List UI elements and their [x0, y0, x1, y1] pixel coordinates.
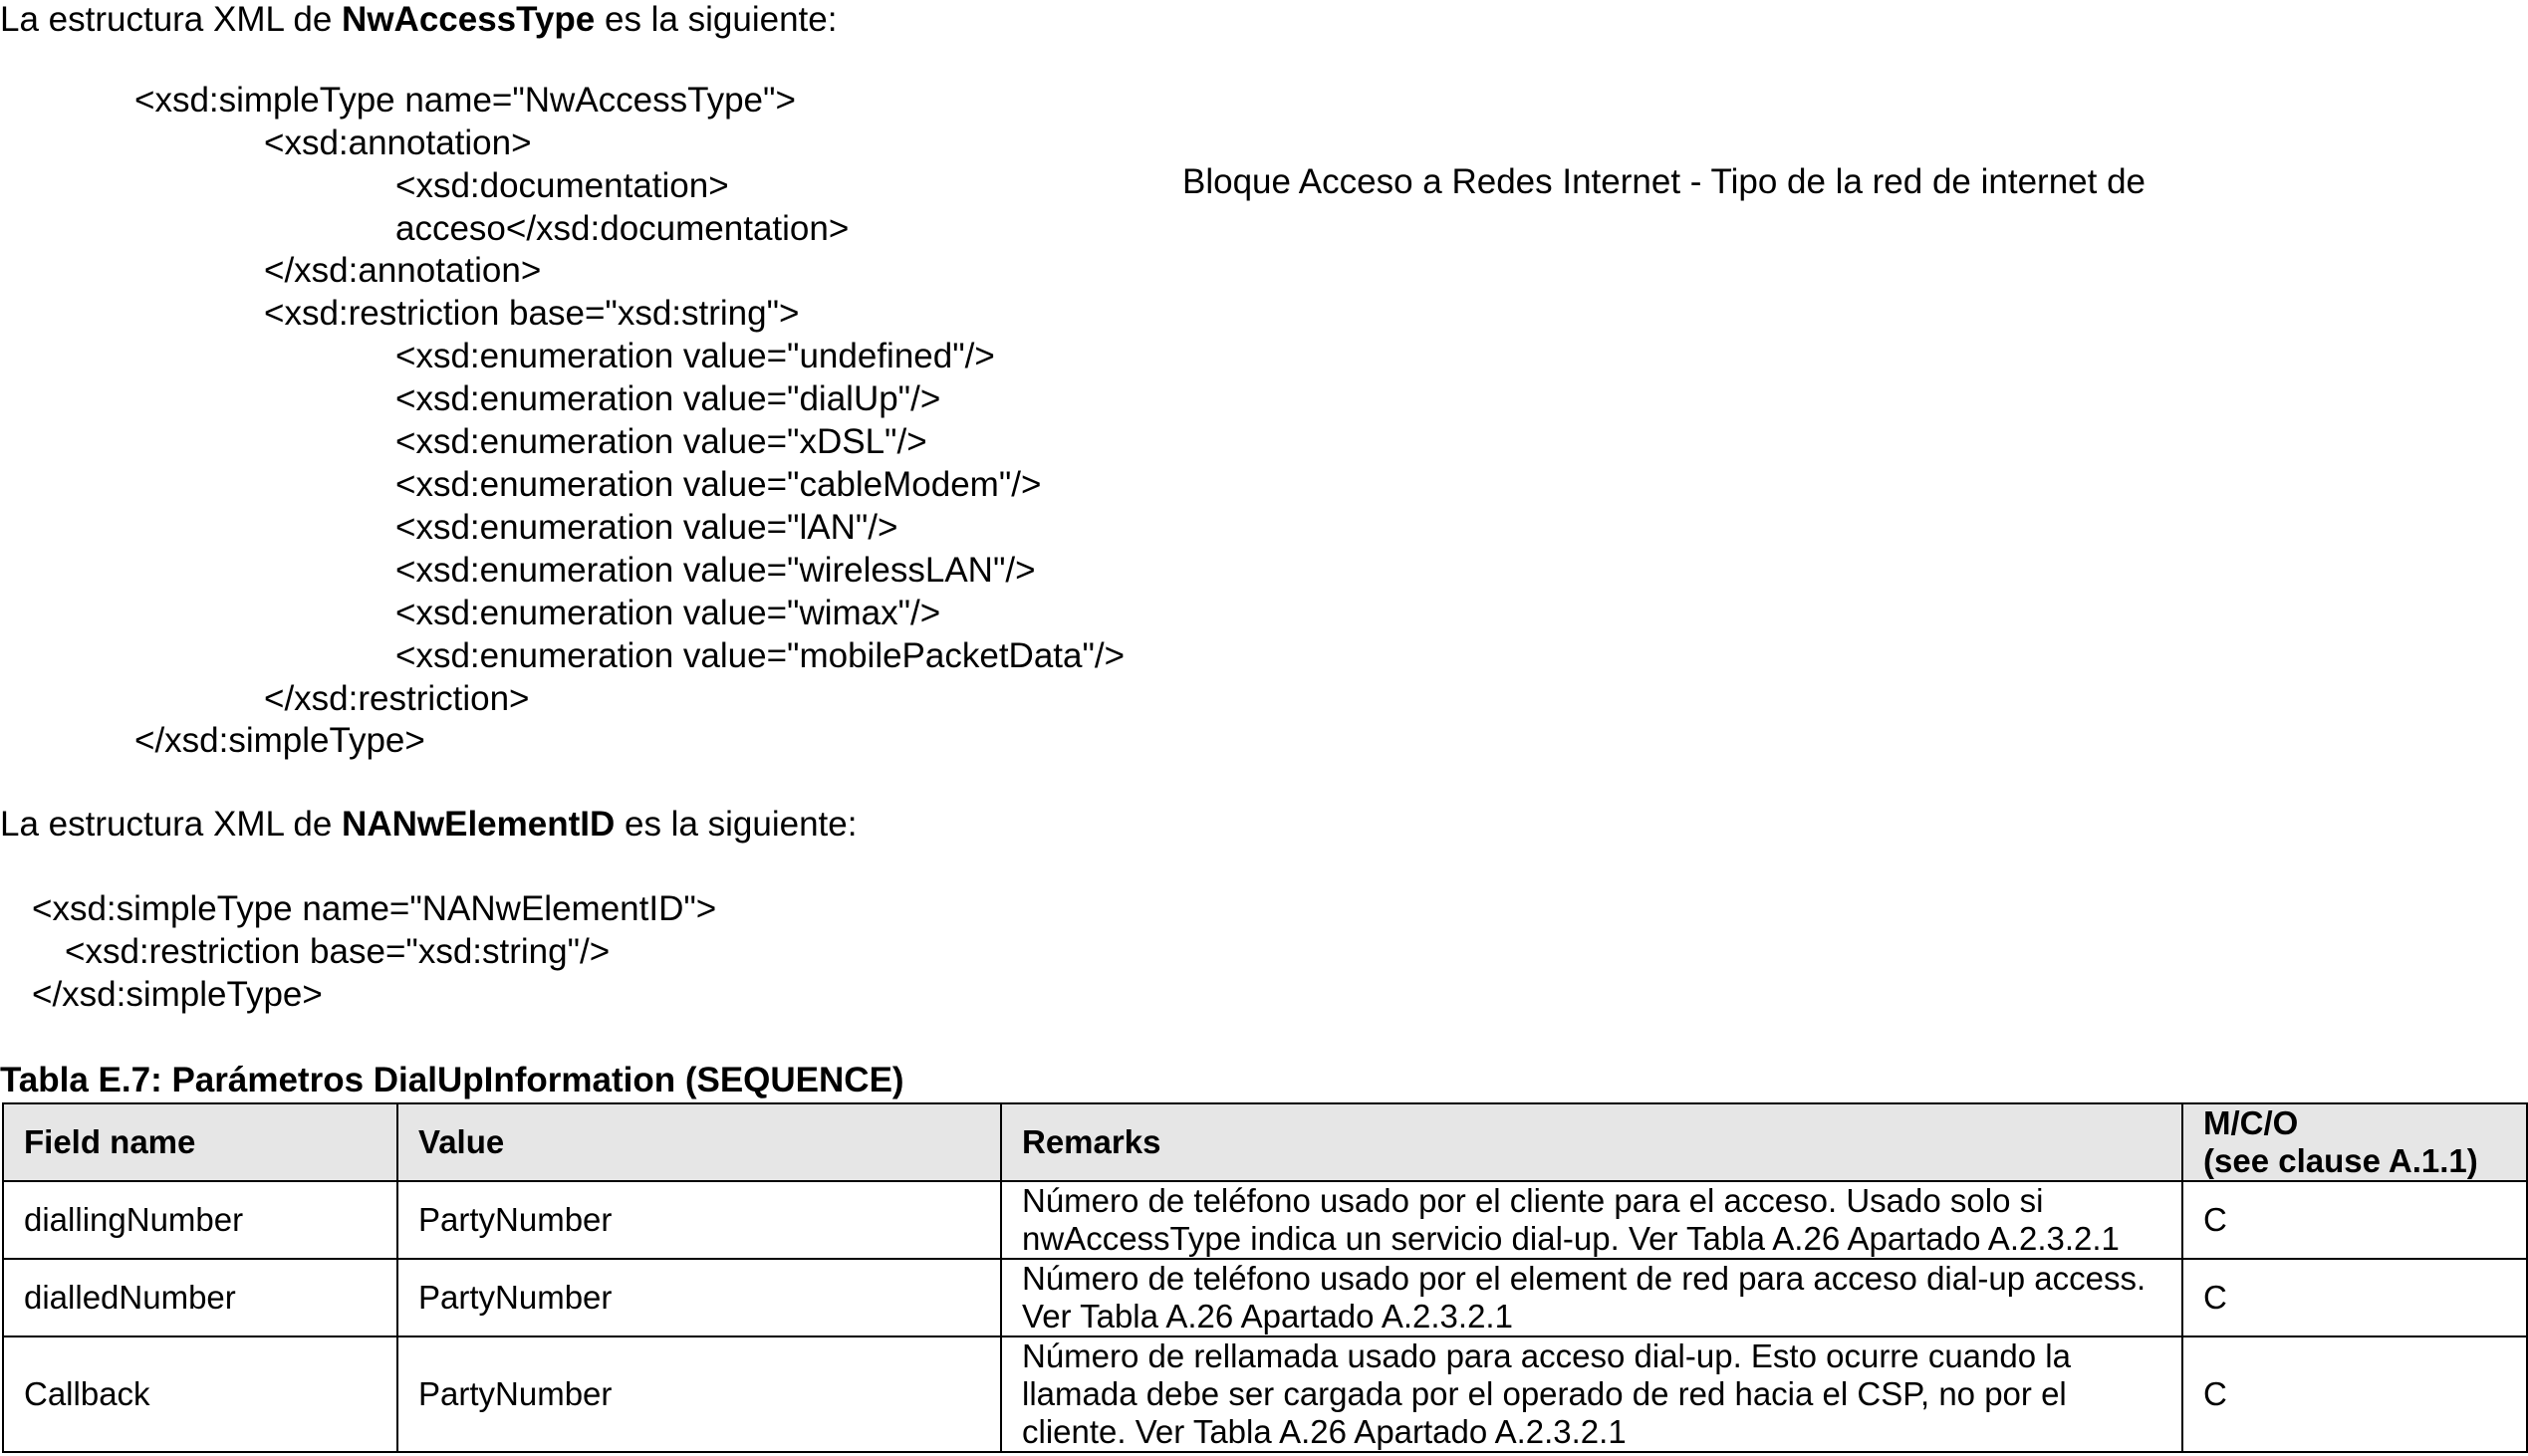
type-name-nanwelementid: NANwElementID — [342, 805, 616, 844]
code-line: <xsd:annotation> — [264, 123, 532, 162]
cell-value: PartyNumber — [397, 1336, 1001, 1452]
cell-mco: C — [2182, 1259, 2527, 1336]
code-line: <xsd:simpleType name="NANwElementID"> — [32, 889, 717, 928]
code-line: <xsd:enumeration value="dialUp"/> — [395, 379, 941, 418]
code-line: <xsd:documentation> — [395, 166, 729, 205]
intro-nanwelementid: La estructura XML de NANwElementID es la siguiente: — [0, 805, 858, 844]
cell-field-name: dialledNumber — [3, 1259, 397, 1336]
cell-value: PartyNumber — [397, 1259, 1001, 1336]
code-line: <xsd:enumeration value="mobilePacketData"/> — [395, 636, 1126, 675]
code-line: <xsd:enumeration value="lAN"/> — [395, 508, 898, 547]
documentation-text: Bloque Acceso a Redes Internet - Tipo de la red de internet de — [1182, 162, 2147, 201]
cell-remarks: Número de teléfono usado por el element de red para acceso dial-up access. Ver Tabla A.26 Apartado A.2.3.2.1 — [1001, 1259, 2182, 1336]
cell-mco: C — [2182, 1181, 2527, 1259]
header-value: Value — [397, 1103, 1001, 1181]
cell-mco: C — [2182, 1336, 2527, 1452]
header-field-name: Field name — [3, 1103, 397, 1181]
code-line: </xsd:simpleType> — [32, 975, 323, 1014]
table-row — [3, 1336, 2527, 1452]
code-line: <xsd:enumeration value="undefined"/> — [395, 337, 995, 375]
table-row — [3, 1259, 2527, 1336]
cell-value: PartyNumber — [397, 1181, 1001, 1259]
table-header-row — [3, 1103, 2527, 1181]
header-mco-line1: M/C/O — [2203, 1104, 2299, 1141]
table-caption: Tabla E.7: Parámetros DialUpInformation (SEQUENCE) — [0, 1061, 904, 1099]
cell-field-name: Callback — [3, 1336, 397, 1452]
cell-field-name: diallingNumber — [3, 1181, 397, 1259]
intro-nwaccesstype: La estructura XML de NwAccessType es la siguiente: — [0, 0, 838, 39]
header-remarks: Remarks — [1001, 1103, 2182, 1181]
code-line: <xsd:enumeration value="wirelessLAN"/> — [395, 551, 1036, 590]
type-name-nwaccesstype: NwAccessType — [342, 0, 596, 39]
code-line: <xsd:simpleType name="NwAccessType"> — [134, 81, 796, 120]
header-mco — [2182, 1103, 2527, 1181]
code-line: </xsd:annotation> — [264, 251, 542, 290]
code-line: </xsd:simpleType> — [134, 721, 425, 760]
code-line: </xsd:restriction> — [264, 679, 530, 718]
code-line: <xsd:enumeration value="cableModem"/> — [395, 465, 1042, 504]
dialup-information-table — [2, 1102, 2528, 1453]
code-line: <xsd:enumeration value="xDSL"/> — [395, 422, 927, 461]
cell-remarks: Número de rellamada usado para acceso dial-up. Esto ocurre cuando la llamada debe ser cargada por el operado de red hacia el CSP, no por el cliente. Ver Tabla A.26 Apartado A.2.3.2.1 — [1001, 1336, 2182, 1452]
code-line: <xsd:restriction base="xsd:string"/> — [65, 932, 611, 971]
table-row — [3, 1181, 2527, 1259]
cell-remarks: Número de teléfono usado por el cliente para el acceso. Usado solo si nwAccessType indica un servicio dial-up. Ver Tabla A.26 Apartado A.2.3.2.1 — [1001, 1181, 2182, 1259]
code-line: <xsd:enumeration value="wimax"/> — [395, 594, 941, 632]
code-line: acceso</xsd:documentation> — [395, 209, 850, 248]
code-line: <xsd:restriction base="xsd:string"> — [264, 294, 800, 333]
header-mco-line2: (see clause A.1.1) — [2203, 1142, 2478, 1179]
